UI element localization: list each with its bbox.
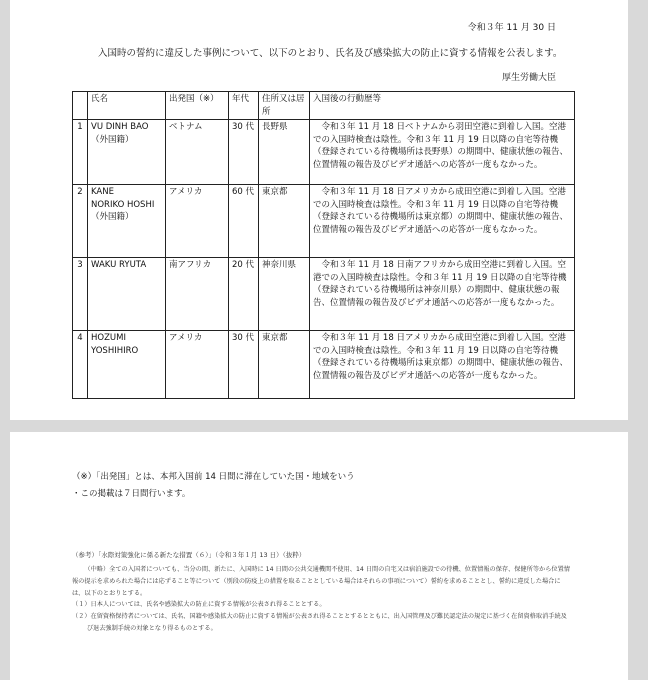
table-row: [73, 258, 575, 331]
row-country: ベトナム: [166, 120, 229, 185]
reference-item-2: （２）在留資格保持者については、氏名、国籍や感染拡大の防止に資する情報が公表され得ることとするとともに、出入国管理及び難民認定法の規定に基づく在留資格取消手続及び退去強制手続の対象となり得るものとする。: [72, 613, 567, 632]
issuer-name: 厚生労働大臣: [501, 73, 556, 83]
name-line: HOZUMI: [91, 333, 126, 344]
row-age: 60 代: [229, 185, 259, 258]
reference-body: [72, 564, 572, 635]
row-history: 令和３年 11 月 18 日アメリカから成田空港に到着し入国。空港での入国時検査は陰性。令和３年 11 月 19 日以降の自宅等待機（登録されている待機場所は東京都）の期間中、健康状態の報告、位置情報の報告及びビデオ通話への応答が一度もなかった。: [310, 185, 575, 258]
row-age: 30 代: [229, 120, 259, 185]
row-address: 長野県: [259, 120, 310, 185]
header-name: 氏名: [88, 92, 166, 120]
header-country: 出発国（※）: [166, 92, 229, 120]
intro-text: 入国時の誓約に違反した事例について、以下のとおり、氏名及び感染拡大の防止に資する情報を公表します。: [98, 48, 563, 59]
header-age: 年代: [229, 92, 259, 120]
row-address: 東京都: [259, 185, 310, 258]
document-date: 令和３年 11 月 30 日: [467, 23, 556, 33]
reference-item-1: （１）日本人については、氏名や感染拡大の防止に資する情報が公表され得ることとする。: [72, 601, 326, 609]
table-row: [73, 185, 575, 258]
row-country: アメリカ: [166, 185, 229, 258]
row-address: 東京都: [259, 331, 310, 399]
row-name: [88, 331, 166, 399]
violation-cases-table: [72, 91, 575, 399]
row-age: 30 代: [229, 331, 259, 399]
row-number: 2: [73, 185, 88, 258]
header-history: 入国後の行動歴等: [310, 92, 575, 120]
name-line: （外国籍）: [91, 212, 134, 223]
name-line: NORIKO HOSHI: [91, 199, 155, 210]
document-page-2: [10, 432, 628, 680]
table-row: [73, 120, 575, 185]
name-line: KANE: [91, 187, 114, 198]
row-history: 令和３年 11 月 18 日南アフリカから成田空港に到着し入国。空港での入国時検査は陰性。令和３年 11 月 19 日以降の自宅等待機（登録されている待機場所は神奈川県）の期間中、健康状態の報告、位置情報の報告及びビデオ通話への応答が一度もなかった。: [310, 258, 575, 331]
row-country: 南アフリカ: [166, 258, 229, 331]
row-name: [88, 258, 166, 331]
table-row: [73, 331, 575, 399]
row-address: 神奈川県: [259, 258, 310, 331]
row-history: 令和３年 11 月 18 日ベトナムから羽田空港に到着し入国。空港での入国時検査は陰性。令和３年 11 月 19 日以降の自宅等待機（登録されている待機場所は長野県）の期間中、健康状態の報告、位置情報の報告及びビデオ通話への応答が一度もなかった。: [310, 120, 575, 185]
row-age: 20 代: [229, 258, 259, 331]
row-history: 令和３年 11 月 18 日アメリカから成田空港に到着し入国。空港での入国時検査は陰性。令和３年 11 月 19 日以降の自宅等待機（登録されている待機場所は東京都）の期間中、健康状態の報告、位置情報の報告及びビデオ通話への応答が一度もなかった。: [310, 331, 575, 399]
reference-paragraph: （中略）全ての入国者についても、当分の間、新たに、入国時に 14 日間の公共交通機関不使用、14 日間の自宅又は宿泊施設での待機、位置情報の保存、保健所等から位置情報の提示を求められた場合には応ずること等について（別段の防疫上の措置を取ることとしている場合はそれらの事項について）誓約を求めることとし、誓約に違反した場合には、以下のとおりとする。: [72, 566, 570, 597]
name-line: （外国籍）: [91, 134, 134, 145]
header-num: [73, 92, 88, 120]
row-number: 3: [73, 258, 88, 331]
header-address: 住所又は居所: [259, 92, 310, 120]
table-header-row: [73, 92, 575, 120]
row-number: 1: [73, 120, 88, 185]
reference-title: （参考）「水際対策強化に係る新たな措置（６）」（令和３年１月 13 日）（抜粋）: [72, 551, 306, 559]
row-name: [88, 185, 166, 258]
document-page-1: [10, 0, 628, 420]
row-name: [88, 120, 166, 185]
footnote-display-period: ・この掲載は７日間行います。: [72, 489, 191, 499]
name-line: VU DINH BAO: [91, 122, 149, 133]
row-country: アメリカ: [166, 331, 229, 399]
footnote-departure-country: （※）「出発国」とは、本邦入国前 14 日間に滞在していた国・地域をいう: [72, 472, 355, 482]
row-number: 4: [73, 331, 88, 399]
name-line: YOSHIHIRO: [91, 345, 139, 356]
name-line: WAKU RYUTA: [91, 260, 147, 271]
